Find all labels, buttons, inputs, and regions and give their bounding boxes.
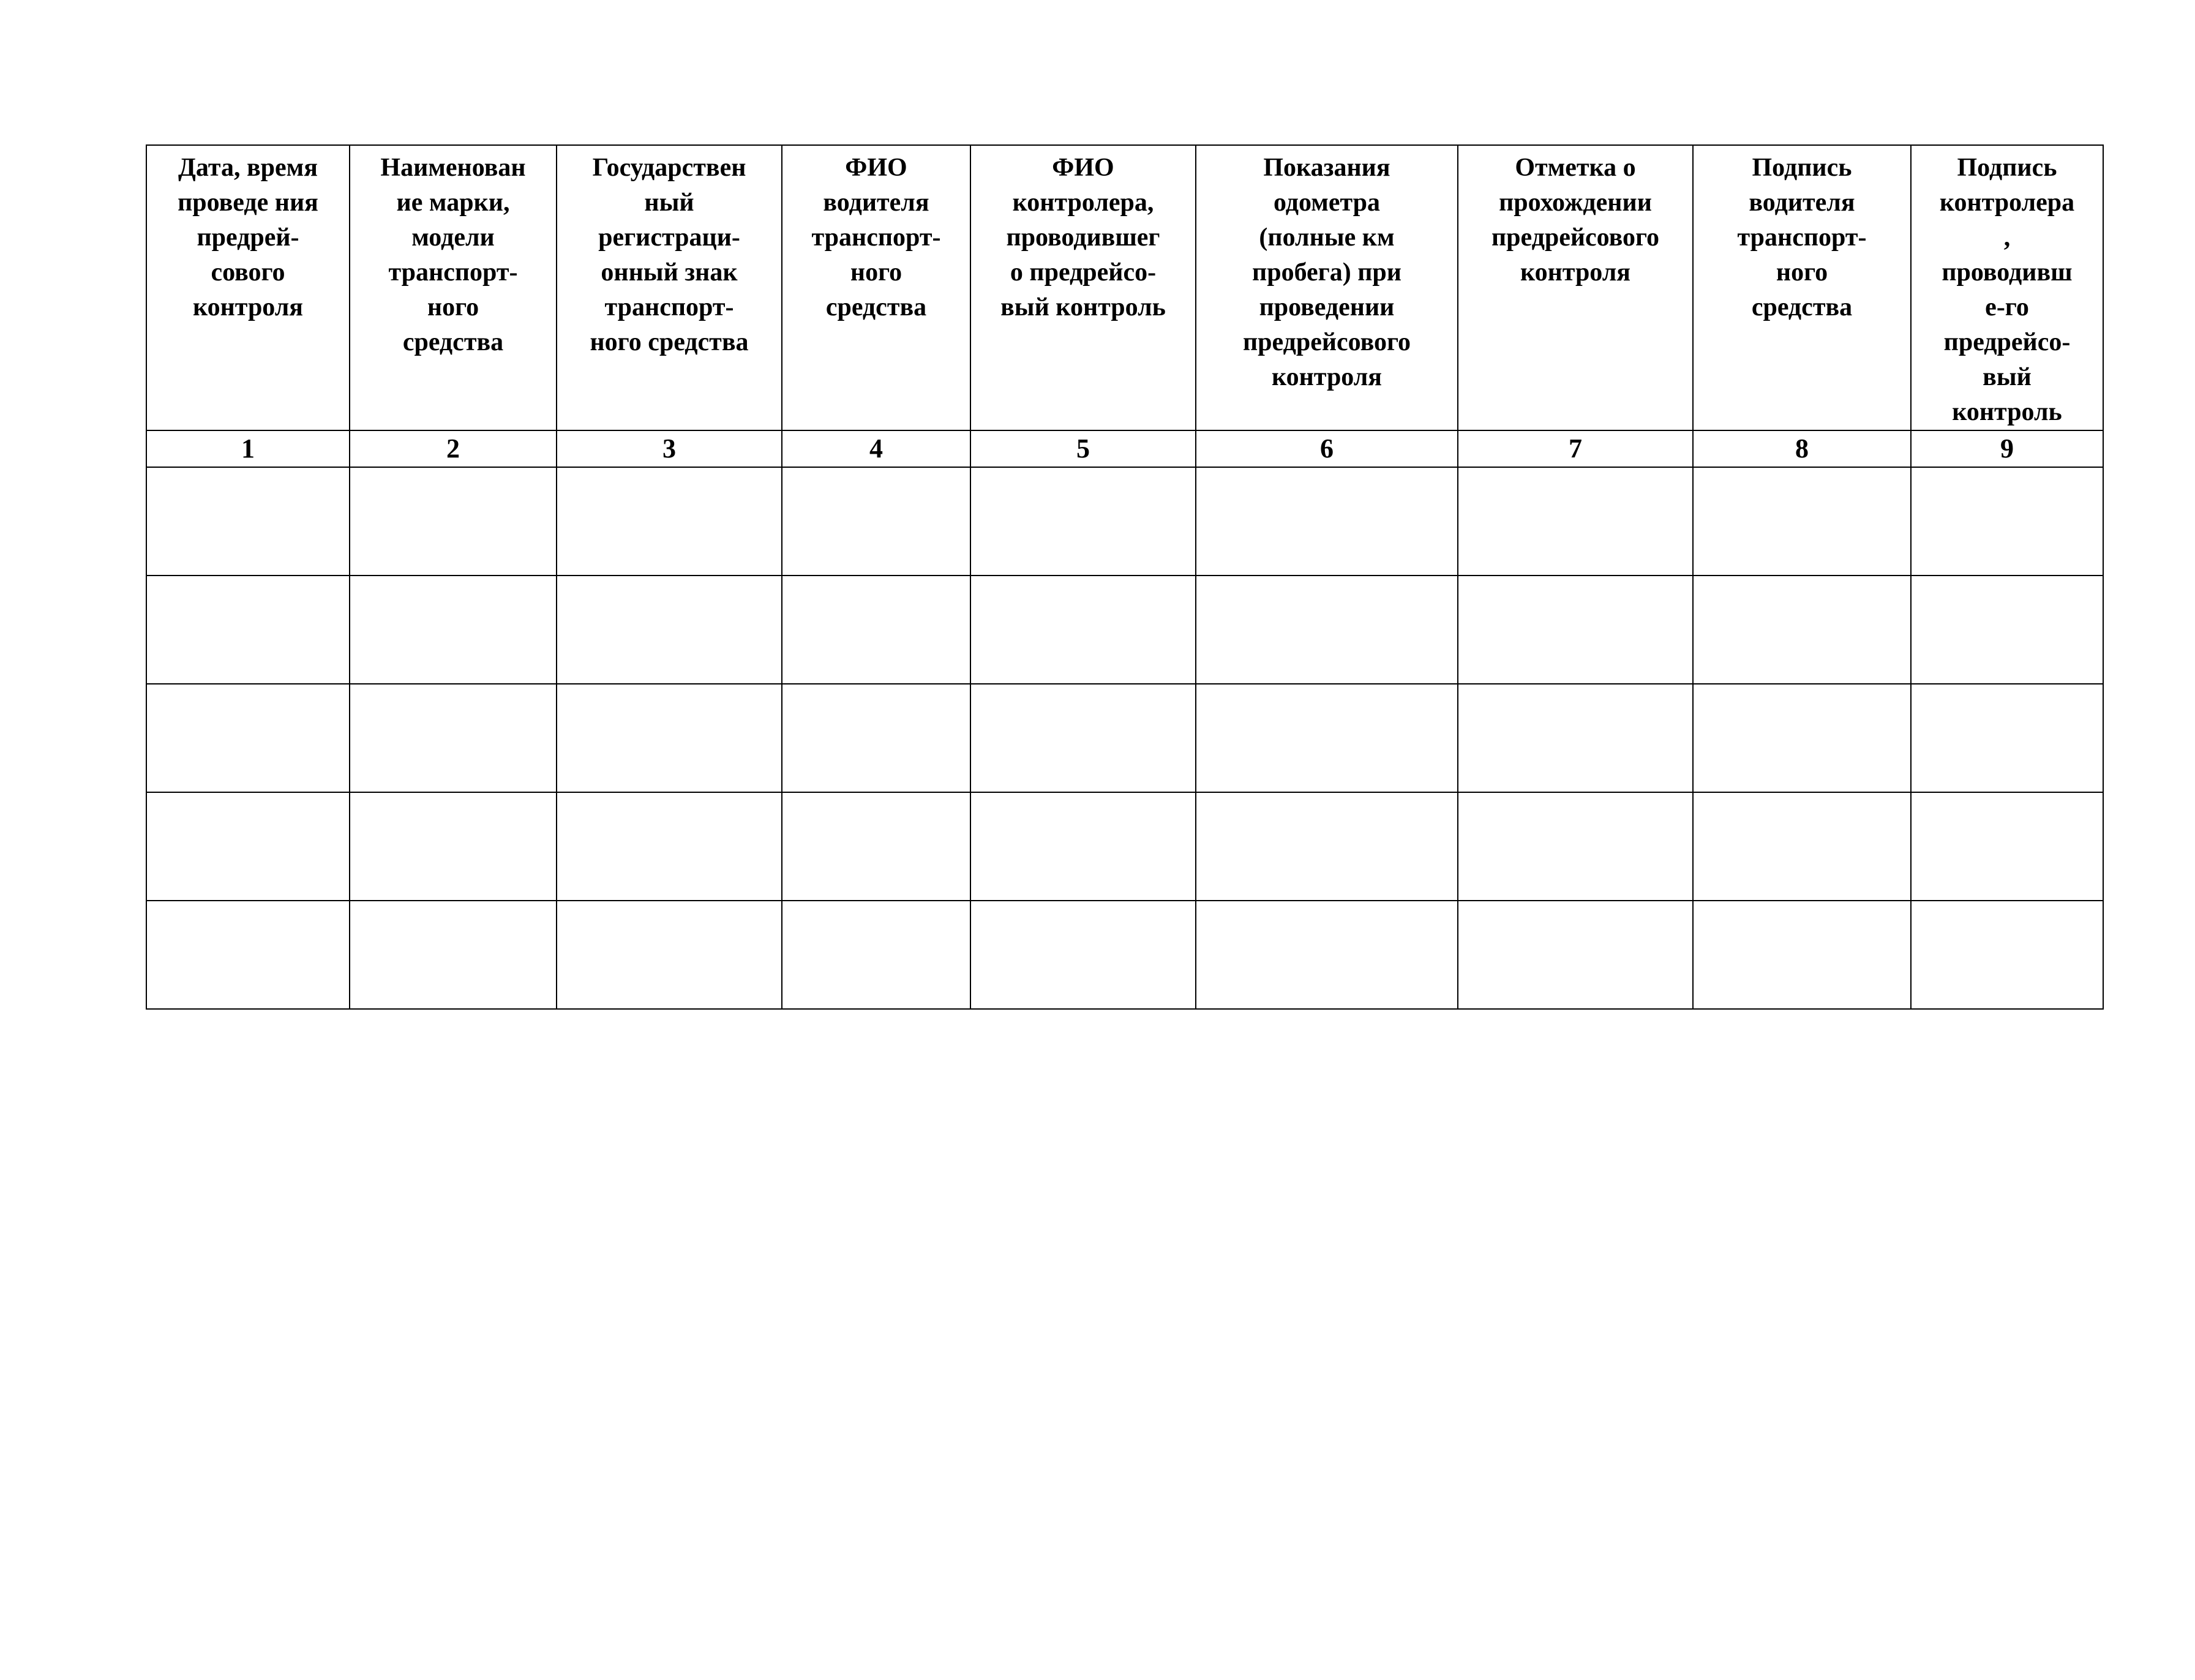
empty-cell	[1196, 792, 1458, 901]
header-driver-name: ФИО водителя транспорт- ного средства	[782, 145, 970, 430]
header-registration-plate: Государствен ный регистраци- онный знак транспорт- ного средства	[557, 145, 782, 430]
empty-cell	[970, 901, 1196, 1009]
column-number: 1	[146, 430, 350, 467]
empty-cell	[1911, 467, 2103, 576]
empty-cell	[782, 901, 970, 1009]
empty-cell	[557, 792, 782, 901]
column-number: 8	[1693, 430, 1911, 467]
empty-cell	[557, 467, 782, 576]
empty-cell	[146, 576, 350, 684]
empty-cell	[1196, 467, 1458, 576]
empty-cell	[1693, 467, 1911, 576]
empty-cell	[782, 792, 970, 901]
empty-cell	[970, 576, 1196, 684]
empty-cell	[782, 684, 970, 792]
table-row	[146, 901, 2103, 1009]
table-row	[146, 792, 2103, 901]
header-date-time: Дата, время проведе ния предрей- сового контроля	[146, 145, 350, 430]
empty-cell	[557, 576, 782, 684]
empty-cell	[782, 467, 970, 576]
empty-cell	[350, 576, 557, 684]
empty-cell	[146, 467, 350, 576]
column-number: 6	[1196, 430, 1458, 467]
column-number: 4	[782, 430, 970, 467]
empty-cell	[350, 901, 557, 1009]
empty-cell	[1458, 901, 1693, 1009]
empty-cell	[1458, 684, 1693, 792]
column-number: 5	[970, 430, 1196, 467]
empty-cell	[782, 576, 970, 684]
column-number: 9	[1911, 430, 2103, 467]
empty-cell	[146, 684, 350, 792]
empty-cell	[1693, 901, 1911, 1009]
empty-cell	[1196, 684, 1458, 792]
empty-cell	[350, 684, 557, 792]
header-odometer: Показания одометра (полные км пробега) при проведении предрейсового контроля	[1196, 145, 1458, 430]
table-row	[146, 576, 2103, 684]
empty-cell	[1458, 792, 1693, 901]
empty-cell	[970, 684, 1196, 792]
header-driver-signature: Подпись водителя транспорт- ного средства	[1693, 145, 1911, 430]
header-controller-signature: Подпись контролера , проводивш е-го предрейсо- вый контроль	[1911, 145, 2103, 430]
empty-cell	[146, 792, 350, 901]
empty-cell	[1458, 467, 1693, 576]
header-controller-name: ФИО контролера, проводившег о предрейсо- вый контроль	[970, 145, 1196, 430]
empty-cell	[1911, 901, 2103, 1009]
empty-cell	[970, 467, 1196, 576]
empty-cell	[1911, 792, 2103, 901]
empty-cell	[350, 467, 557, 576]
column-number: 3	[557, 430, 782, 467]
empty-cell	[1911, 576, 2103, 684]
empty-cell	[557, 901, 782, 1009]
header-vehicle-model: Наименован ие марки, модели транспорт- ного средства	[350, 145, 557, 430]
empty-cell	[1911, 684, 2103, 792]
empty-cell	[1693, 792, 1911, 901]
empty-cell	[350, 792, 557, 901]
empty-cell	[970, 792, 1196, 901]
column-number-row	[146, 430, 2103, 467]
pretrip-control-log-table	[146, 144, 2104, 1010]
empty-cell	[1196, 901, 1458, 1009]
column-number: 2	[350, 430, 557, 467]
empty-cell	[1196, 576, 1458, 684]
column-number: 7	[1458, 430, 1693, 467]
empty-cell	[146, 901, 350, 1009]
header-control-mark: Отметка о прохождении предрейсового контроля	[1458, 145, 1693, 430]
empty-cell	[1693, 684, 1911, 792]
empty-cell	[1693, 576, 1911, 684]
table-row	[146, 684, 2103, 792]
table-row	[146, 467, 2103, 576]
empty-cell	[1458, 576, 1693, 684]
empty-cell	[557, 684, 782, 792]
header-row	[146, 145, 2103, 430]
